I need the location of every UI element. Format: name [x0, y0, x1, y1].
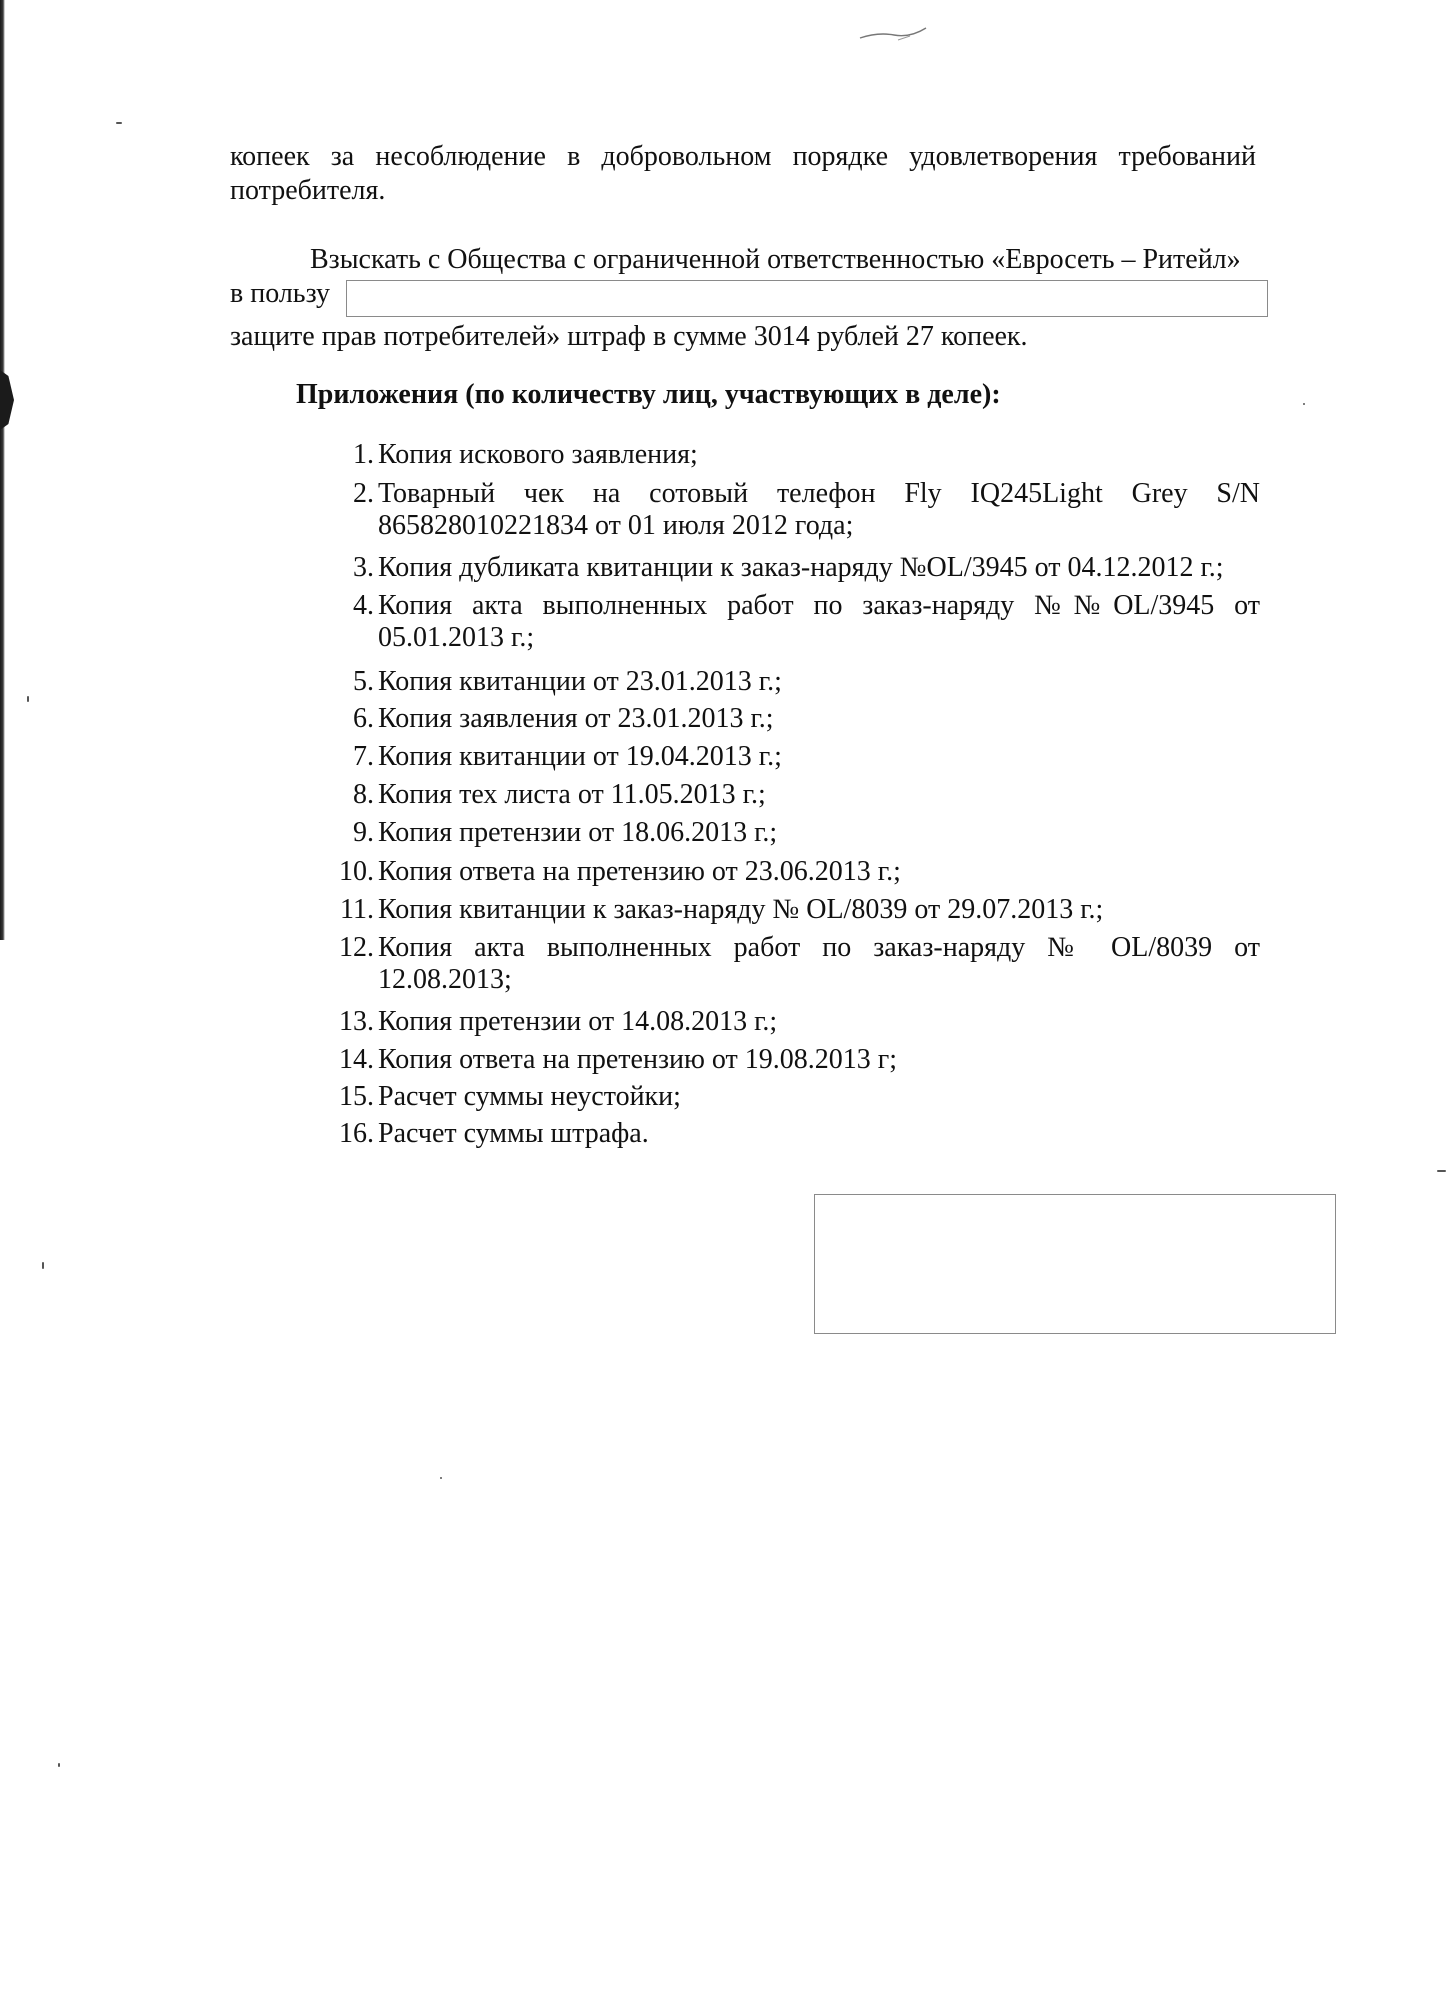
list-item-number: 11. [340, 894, 374, 925]
list-item-text: Копия дубликата квитанции к заказ-наряду №OL/3945 от 04.12.2012 г.; [378, 552, 1224, 583]
scan-speck [1437, 1170, 1446, 1172]
list-item-text: Копия претензии от 18.06.2013 г.; [378, 817, 778, 848]
scan-edge-shadow [0, 0, 5, 940]
list-item-number: 3. [353, 552, 374, 583]
paragraph-recovery-prefix: в пользу [230, 278, 331, 309]
text-line: копеек за несоблюдение в добровольном порядке удовлетворения требований [230, 141, 1256, 172]
scan-speck [42, 1262, 44, 1269]
scan-speck [116, 122, 122, 124]
list-item-text: 12.08.2013; [378, 964, 512, 995]
list-item-text: Копия претензии от 14.08.2013 г.; [378, 1006, 778, 1037]
list-item-number: 14. [339, 1044, 374, 1075]
scan-speck [58, 1763, 60, 1767]
list-item-number: 12. [339, 932, 374, 963]
list-item-text: Расчет суммы штрафа. [378, 1118, 649, 1149]
list-item-text: Копия ответа на претензию от 19.08.2013 г; [378, 1044, 898, 1075]
list-item-text: 05.01.2013 г.; [378, 622, 535, 653]
list-item-number: 13. [339, 1006, 374, 1037]
redacted-signature-box [814, 1194, 1336, 1334]
list-item-number: 5. [353, 666, 374, 697]
list-item-text: Копия ответа на претензию от 23.06.2013 г.; [378, 856, 901, 887]
paragraph-recovery-line: Взыскать с Общества с ограниченной ответственностью «Евросеть – Ритейл» [310, 244, 1241, 275]
list-item-number: 1. [353, 439, 374, 470]
list-item-number: 16. [339, 1118, 374, 1149]
attachments-heading: Приложения (по количеству лиц, участвующих в деле): [296, 379, 1001, 410]
list-item-text: Копия заявления от 23.01.2013 г.; [378, 703, 774, 734]
list-item-number: 6. [353, 703, 374, 734]
text-line: потребителя. [230, 175, 386, 206]
list-item-text: Копия квитанции к заказ-наряду № OL/8039 от 29.07.2013 г.; [378, 894, 1104, 925]
list-item-number: 2. [353, 478, 374, 509]
list-item-text: Копия искового заявления; [378, 439, 698, 470]
list-item-number: 7. [353, 741, 374, 772]
redacted-beneficiary-box [346, 280, 1268, 317]
list-item-text: Копия квитанции от 19.04.2013 г.; [378, 741, 782, 772]
list-item-text: Копия акта выполненных работ по заказ-наряду №№OL/3945 от [378, 590, 1260, 621]
scan-punch-mark [0, 370, 14, 430]
list-item-number: 9. [353, 817, 374, 848]
list-item-number: 15. [339, 1081, 374, 1112]
paragraph-penalty-continuation [230, 140, 1256, 208]
list-item-text: Копия квитанции от 23.01.2013 г.; [378, 666, 782, 697]
list-item-text: 865828010221834 от 01 июля 2012 года; [378, 510, 854, 541]
list-item-text: Товарный чек на сотовый телефон Fly IQ245Light Grey S/N [378, 478, 1260, 509]
list-item-number: 8. [353, 779, 374, 810]
list-item-text: Копия тех листа от 11.05.2013 г.; [378, 779, 766, 810]
scan-speck [440, 1477, 442, 1479]
paragraph-recovery-fine: защите прав потребителей» штраф в сумме 3014 рублей 27 копеек. [230, 321, 1028, 352]
pen-mark [858, 24, 928, 44]
list-item-text: Копия акта выполненных работ по заказ-наряду № OL/8039 от [378, 932, 1260, 963]
list-item-text: Расчет суммы неустойки; [378, 1081, 681, 1112]
scan-speck [1303, 403, 1305, 405]
list-item-number: 4. [353, 590, 374, 621]
scan-speck [27, 696, 29, 702]
list-item-number: 10. [339, 856, 374, 887]
